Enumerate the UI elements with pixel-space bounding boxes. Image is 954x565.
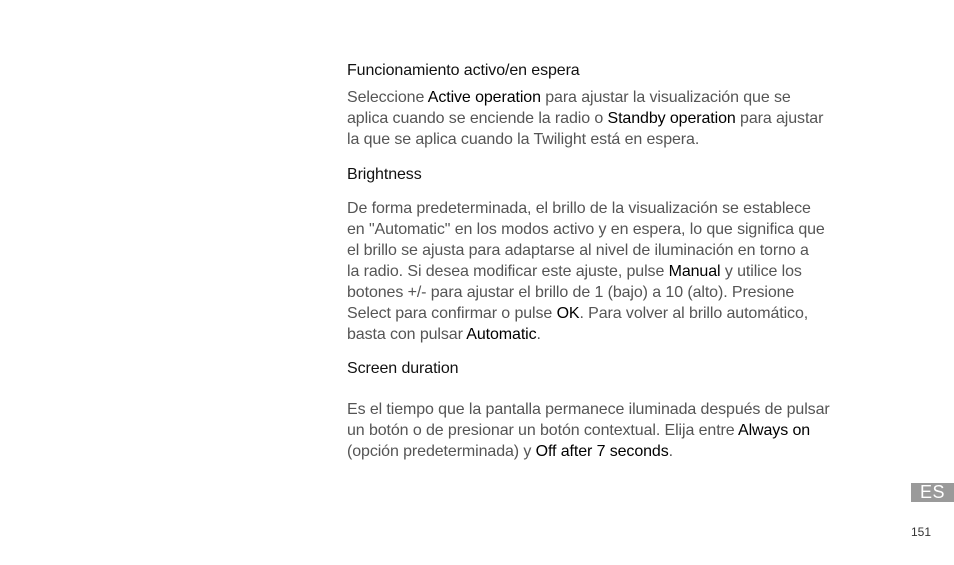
paragraph-line — [347, 420, 887, 441]
active-standby-paragraph — [347, 87, 887, 150]
text-span: basta con pulsar — [347, 326, 467, 343]
paragraph-line: el brillo se ajusta para adaptarse al nivel de iluminación en torno a — [347, 242, 809, 259]
paragraph-line — [347, 324, 887, 345]
keyword-ok: OK — [556, 305, 580, 322]
paragraph-line — [347, 87, 887, 108]
keyword-manual: Manual — [668, 263, 721, 280]
keyword-active-operation: Active operation — [427, 89, 541, 106]
text-span: . Para volver al brillo automático, — [579, 305, 809, 322]
screen-duration-heading: Screen duration — [347, 360, 459, 377]
paragraph-line: Es el tiempo que la pantalla permanece iluminada después de pulsar — [347, 401, 830, 418]
paragraph-line — [347, 441, 887, 462]
paragraph-line: botones +/- para ajustar el brillo de 1 (bajo) a 10 (alto). Presione — [347, 284, 795, 301]
text-span: aplica cuando se enciende la radio o — [347, 110, 608, 127]
page-number: 151 — [910, 525, 931, 539]
paragraph-line: De forma predeterminada, el brillo de la visualización se establece — [347, 200, 811, 217]
brightness-paragraph — [347, 198, 887, 345]
keyword-always-on: Always on — [738, 422, 811, 439]
text-span: . — [668, 443, 673, 460]
text-span: . — [536, 326, 541, 343]
text-span: la radio. Si desea modificar este ajuste, pulse — [347, 263, 669, 280]
paragraph-line — [347, 108, 887, 129]
text-span: para ajustar la visualización que se — [540, 89, 791, 106]
section-title: Funcionamiento activo/en espera — [347, 62, 580, 79]
keyword-off-after-7-seconds: Off after 7 seconds — [535, 443, 669, 460]
keyword-automatic: Automatic — [466, 326, 537, 343]
paragraph-line — [347, 303, 887, 324]
text-span: (opción predeterminada) y — [347, 443, 536, 460]
screen-duration-paragraph — [347, 399, 887, 462]
text-span: Select para confirmar o pulse — [347, 305, 557, 322]
paragraph-line: en "Automatic" en los modos activo y en espera, lo que significa que — [347, 221, 825, 238]
text-span: y utilice los — [720, 263, 802, 280]
paragraph-line: la que se aplica cuando la Twilight está en espera. — [347, 131, 700, 148]
text-span: Seleccione — [347, 89, 428, 106]
language-badge: ES — [911, 483, 954, 502]
text-span: para ajustar — [735, 110, 824, 127]
text-span: un botón o de presionar un botón contextual. Elija entre — [347, 422, 739, 439]
keyword-standby-operation: Standby operation — [607, 110, 736, 127]
paragraph-line — [347, 261, 887, 282]
brightness-heading: Brightness — [347, 166, 422, 183]
